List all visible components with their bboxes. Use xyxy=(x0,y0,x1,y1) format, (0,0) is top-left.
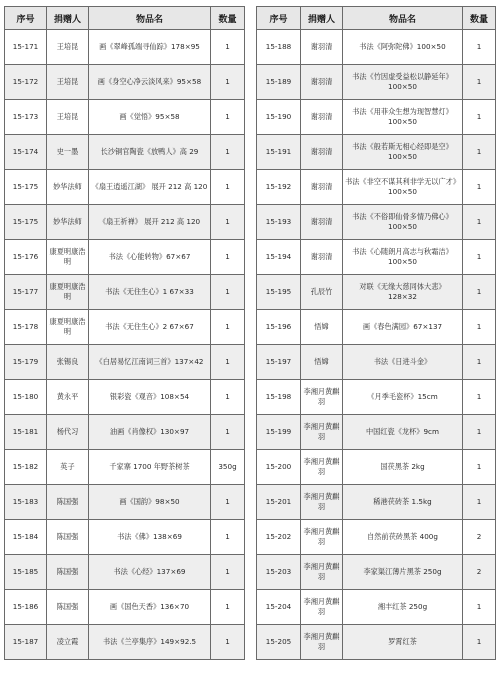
item-name-cell: 书法《兰亭集序》149×92.5 xyxy=(89,625,211,660)
donor-name-cell: 陈国强 xyxy=(47,485,89,520)
quantity-cell: 2 xyxy=(463,555,496,590)
donor-name-cell: 王培昆 xyxy=(47,30,89,65)
item-name-cell: 《扇王祈禅》 展开 212 高 120 xyxy=(89,205,211,240)
item-name-cell: 书法《不俗即仙骨多情乃佛心》100×50 xyxy=(343,205,463,240)
item-name-cell: 《月季毛瓷杯》15cm xyxy=(343,380,463,415)
row-number-cell: 15-183 xyxy=(5,485,47,520)
quantity-cell: 1 xyxy=(211,555,245,590)
donor-name-cell: 陈国强 xyxy=(47,590,89,625)
donor-name-cell: 李湘月黄麒羽 xyxy=(301,415,343,450)
item-name-cell: 罗霄红茶 xyxy=(343,625,463,660)
row-number-cell: 15-175 xyxy=(5,205,47,240)
item-name-cell: 国茯黑茶 2kg xyxy=(343,450,463,485)
row-number-cell: 15-187 xyxy=(5,625,47,660)
quantity-cell: 1 xyxy=(463,310,496,345)
item-name-cell: 书法《心随朗月高志与秋霜洁》100×50 xyxy=(343,240,463,275)
quantity-cell: 1 xyxy=(211,415,245,450)
item-name-cell: 稀港茯砖茶 1.5kg xyxy=(343,485,463,520)
row-number-cell: 15-195 xyxy=(257,275,301,310)
item-name-cell: 画《国韵》98×50 xyxy=(89,485,211,520)
item-name-cell: 画《觉悟》95×58 xyxy=(89,100,211,135)
donor-name-cell: 妙华法师 xyxy=(47,170,89,205)
donor-name-cell: 李湘月黄麒羽 xyxy=(301,590,343,625)
donor-name-cell: 张锡良 xyxy=(47,345,89,380)
row-number-cell: 15-194 xyxy=(257,240,301,275)
row-number-cell: 15-199 xyxy=(257,415,301,450)
table-row xyxy=(5,625,245,660)
column-header-no: 序号 xyxy=(5,7,47,30)
donor-name-cell: 史一墨 xyxy=(47,135,89,170)
column-header-item: 物品名 xyxy=(343,7,463,30)
table-row xyxy=(5,100,245,135)
donor-name-cell: 凌立霞 xyxy=(47,625,89,660)
table-row xyxy=(257,170,496,205)
quantity-cell: 1 xyxy=(211,485,245,520)
table-header-row xyxy=(5,7,245,30)
quantity-cell: 1 xyxy=(211,345,245,380)
table-body-right xyxy=(257,30,496,660)
row-number-cell: 15-190 xyxy=(257,100,301,135)
row-number-cell: 15-193 xyxy=(257,205,301,240)
item-name-cell: 书法《用菲众生想为现智慧灯》100×50 xyxy=(343,100,463,135)
quantity-cell: 1 xyxy=(211,520,245,555)
row-number-cell: 15-191 xyxy=(257,135,301,170)
quantity-cell: 1 xyxy=(463,275,496,310)
donor-name-cell: 陈国强 xyxy=(47,520,89,555)
quantity-cell: 1 xyxy=(211,275,245,310)
table-row xyxy=(257,135,496,170)
quantity-cell: 1 xyxy=(211,100,245,135)
column-header-item: 物品名 xyxy=(89,7,211,30)
table-row xyxy=(257,275,496,310)
item-name-cell: 书法《佛》138×69 xyxy=(89,520,211,555)
row-number-cell: 15-175 xyxy=(5,170,47,205)
donor-name-cell: 谢羽清 xyxy=(301,170,343,205)
donor-name-cell: 康夏明康浩明 xyxy=(47,275,89,310)
row-number-cell: 15-192 xyxy=(257,170,301,205)
row-number-cell: 15-204 xyxy=(257,590,301,625)
row-number-cell: 15-177 xyxy=(5,275,47,310)
quantity-cell: 1 xyxy=(211,65,245,100)
table-row xyxy=(257,345,496,380)
table-row xyxy=(257,590,496,625)
item-name-cell: 书法《般若斯无相心经即是空》100×50 xyxy=(343,135,463,170)
table-row xyxy=(5,590,245,625)
table-row xyxy=(5,485,245,520)
donor-name-cell: 李湘月黄麒羽 xyxy=(301,380,343,415)
item-name-cell: 对联《无缘大慈同体大悲》128×32 xyxy=(343,275,463,310)
donation-table-right xyxy=(256,6,496,660)
quantity-cell: 1 xyxy=(211,625,245,660)
table-row xyxy=(5,170,245,205)
quantity-cell: 1 xyxy=(463,205,496,240)
donor-name-cell: 陈国强 xyxy=(47,555,89,590)
table-row xyxy=(5,275,245,310)
row-number-cell: 15-186 xyxy=(5,590,47,625)
table-row xyxy=(5,450,245,485)
donor-name-cell: 王培昆 xyxy=(47,65,89,100)
donor-name-cell: 英子 xyxy=(47,450,89,485)
item-name-cell: 书法《日进斗金》 xyxy=(343,345,463,380)
column-header-no: 序号 xyxy=(257,7,301,30)
item-name-cell: 画《国色天香》136×70 xyxy=(89,590,211,625)
row-number-cell: 15-188 xyxy=(257,30,301,65)
donor-name-cell: 妙华法师 xyxy=(47,205,89,240)
table-row xyxy=(5,240,245,275)
row-number-cell: 15-185 xyxy=(5,555,47,590)
table-row xyxy=(5,65,245,100)
item-name-cell: 《扇王逍遥江湖》 展开 212 高 120 xyxy=(89,170,211,205)
item-name-cell: 长沙铜官陶瓷《放鸭人》高 29 xyxy=(89,135,211,170)
table-row xyxy=(5,30,245,65)
table-row xyxy=(257,380,496,415)
item-name-cell: 书法《心经》137×69 xyxy=(89,555,211,590)
quantity-cell: 1 xyxy=(463,345,496,380)
row-number-cell: 15-181 xyxy=(5,415,47,450)
row-number-cell: 15-205 xyxy=(257,625,301,660)
column-header-donor: 捐赠人 xyxy=(47,7,89,30)
row-number-cell: 15-196 xyxy=(257,310,301,345)
donor-name-cell: 谢羽清 xyxy=(301,65,343,100)
donor-name-cell: 李湘月黄麒羽 xyxy=(301,485,343,520)
item-name-cell: 书法《无住生心》1 67×33 xyxy=(89,275,211,310)
row-number-cell: 15-173 xyxy=(5,100,47,135)
table-header-row xyxy=(257,7,496,30)
donor-name-cell: 悟嫦 xyxy=(301,310,343,345)
quantity-cell: 1 xyxy=(211,170,245,205)
quantity-cell: 1 xyxy=(211,30,245,65)
row-number-cell: 15-197 xyxy=(257,345,301,380)
table-row xyxy=(257,520,496,555)
quantity-cell: 1 xyxy=(463,415,496,450)
donor-name-cell: 杨代习 xyxy=(47,415,89,450)
quantity-cell: 1 xyxy=(463,240,496,275)
row-number-cell: 15-182 xyxy=(5,450,47,485)
item-name-cell: 画《春色满园》67×137 xyxy=(343,310,463,345)
item-name-cell: 书法《阿弥陀佛》100×50 xyxy=(343,30,463,65)
item-name-cell: 自然前茯砖黑茶 400g xyxy=(343,520,463,555)
column-header-qty: 数量 xyxy=(463,7,496,30)
item-name-cell: 画《身空心净云淡风来》95×58 xyxy=(89,65,211,100)
quantity-cell: 1 xyxy=(463,135,496,170)
quantity-cell: 1 xyxy=(463,625,496,660)
table-row xyxy=(257,65,496,100)
donor-name-cell: 康夏明康浩明 xyxy=(47,240,89,275)
item-name-cell: 油画《肖像权》130×97 xyxy=(89,415,211,450)
table-row xyxy=(5,520,245,555)
donor-name-cell: 谢羽清 xyxy=(301,100,343,135)
donor-name-cell: 黄永平 xyxy=(47,380,89,415)
quantity-cell: 1 xyxy=(211,590,245,625)
quantity-cell: 1 xyxy=(211,240,245,275)
donor-name-cell: 孔辰竹 xyxy=(301,275,343,310)
donor-name-cell: 李湘月黄麒羽 xyxy=(301,520,343,555)
row-number-cell: 15-184 xyxy=(5,520,47,555)
table-row xyxy=(257,310,496,345)
donor-name-cell: 谢羽清 xyxy=(301,135,343,170)
table-row xyxy=(5,205,245,240)
row-number-cell: 15-201 xyxy=(257,485,301,520)
quantity-cell: 1 xyxy=(463,485,496,520)
item-name-cell: 书法《无住生心》2 67×67 xyxy=(89,310,211,345)
donor-name-cell: 李湘月黄麒羽 xyxy=(301,450,343,485)
table-row xyxy=(257,625,496,660)
item-name-cell: 书法《非空不谋其利非学无以广才》100×50 xyxy=(343,170,463,205)
table-row xyxy=(257,30,496,65)
table-row xyxy=(257,100,496,135)
quantity-cell: 1 xyxy=(463,100,496,135)
item-name-cell: 画《翠峰孤端寻仙踪》178×95 xyxy=(89,30,211,65)
table-row xyxy=(5,555,245,590)
quantity-cell: 1 xyxy=(211,380,245,415)
donor-name-cell: 谢羽清 xyxy=(301,30,343,65)
table-row xyxy=(257,555,496,590)
item-name-cell: 书法《心能转物》67×67 xyxy=(89,240,211,275)
table-row xyxy=(257,205,496,240)
column-header-qty: 数量 xyxy=(211,7,245,30)
row-number-cell: 15-203 xyxy=(257,555,301,590)
row-number-cell: 15-189 xyxy=(257,65,301,100)
donor-name-cell: 悟嫦 xyxy=(301,345,343,380)
table-row xyxy=(5,135,245,170)
item-name-cell: 千家寨 1700 年野茶树茶 xyxy=(89,450,211,485)
table-row xyxy=(5,345,245,380)
item-name-cell: 湘丰红茶 250g xyxy=(343,590,463,625)
item-name-cell: 《白居易忆江南词三首》137×42 xyxy=(89,345,211,380)
column-header-donor: 捐赠人 xyxy=(301,7,343,30)
quantity-cell: 1 xyxy=(463,380,496,415)
quantity-cell: 350g xyxy=(211,450,245,485)
quantity-cell: 1 xyxy=(211,310,245,345)
row-number-cell: 15-200 xyxy=(257,450,301,485)
donor-name-cell: 谢羽清 xyxy=(301,240,343,275)
row-number-cell: 15-202 xyxy=(257,520,301,555)
quantity-cell: 1 xyxy=(463,590,496,625)
table-row xyxy=(257,240,496,275)
row-number-cell: 15-176 xyxy=(5,240,47,275)
item-name-cell: 李家渠江薄片黑茶 250g xyxy=(343,555,463,590)
quantity-cell: 1 xyxy=(211,205,245,240)
row-number-cell: 15-172 xyxy=(5,65,47,100)
quantity-cell: 1 xyxy=(463,30,496,65)
table-row xyxy=(257,450,496,485)
row-number-cell: 15-171 xyxy=(5,30,47,65)
quantity-cell: 1 xyxy=(463,170,496,205)
quantity-cell: 1 xyxy=(211,135,245,170)
donor-name-cell: 康夏明康浩明 xyxy=(47,310,89,345)
quantity-cell: 1 xyxy=(463,450,496,485)
row-number-cell: 15-174 xyxy=(5,135,47,170)
table-row xyxy=(257,415,496,450)
table-row xyxy=(5,380,245,415)
donor-name-cell: 李湘月黄麒羽 xyxy=(301,625,343,660)
donor-name-cell: 王培昆 xyxy=(47,100,89,135)
item-name-cell: 书法《竹因虚受益松以静延年》100×50 xyxy=(343,65,463,100)
item-name-cell: 银彩瓷《观音》108×54 xyxy=(89,380,211,415)
quantity-cell: 1 xyxy=(463,65,496,100)
table-row xyxy=(5,415,245,450)
donor-name-cell: 谢羽清 xyxy=(301,205,343,240)
row-number-cell: 15-179 xyxy=(5,345,47,380)
row-number-cell: 15-180 xyxy=(5,380,47,415)
table-row xyxy=(257,485,496,520)
table-body-left xyxy=(5,30,245,660)
donor-name-cell: 李湘月黄麒羽 xyxy=(301,555,343,590)
quantity-cell: 2 xyxy=(463,520,496,555)
row-number-cell: 15-178 xyxy=(5,310,47,345)
table-row xyxy=(5,310,245,345)
donation-table-left xyxy=(4,6,245,660)
row-number-cell: 15-198 xyxy=(257,380,301,415)
item-name-cell: 中国红瓷《龙杯》9cm xyxy=(343,415,463,450)
